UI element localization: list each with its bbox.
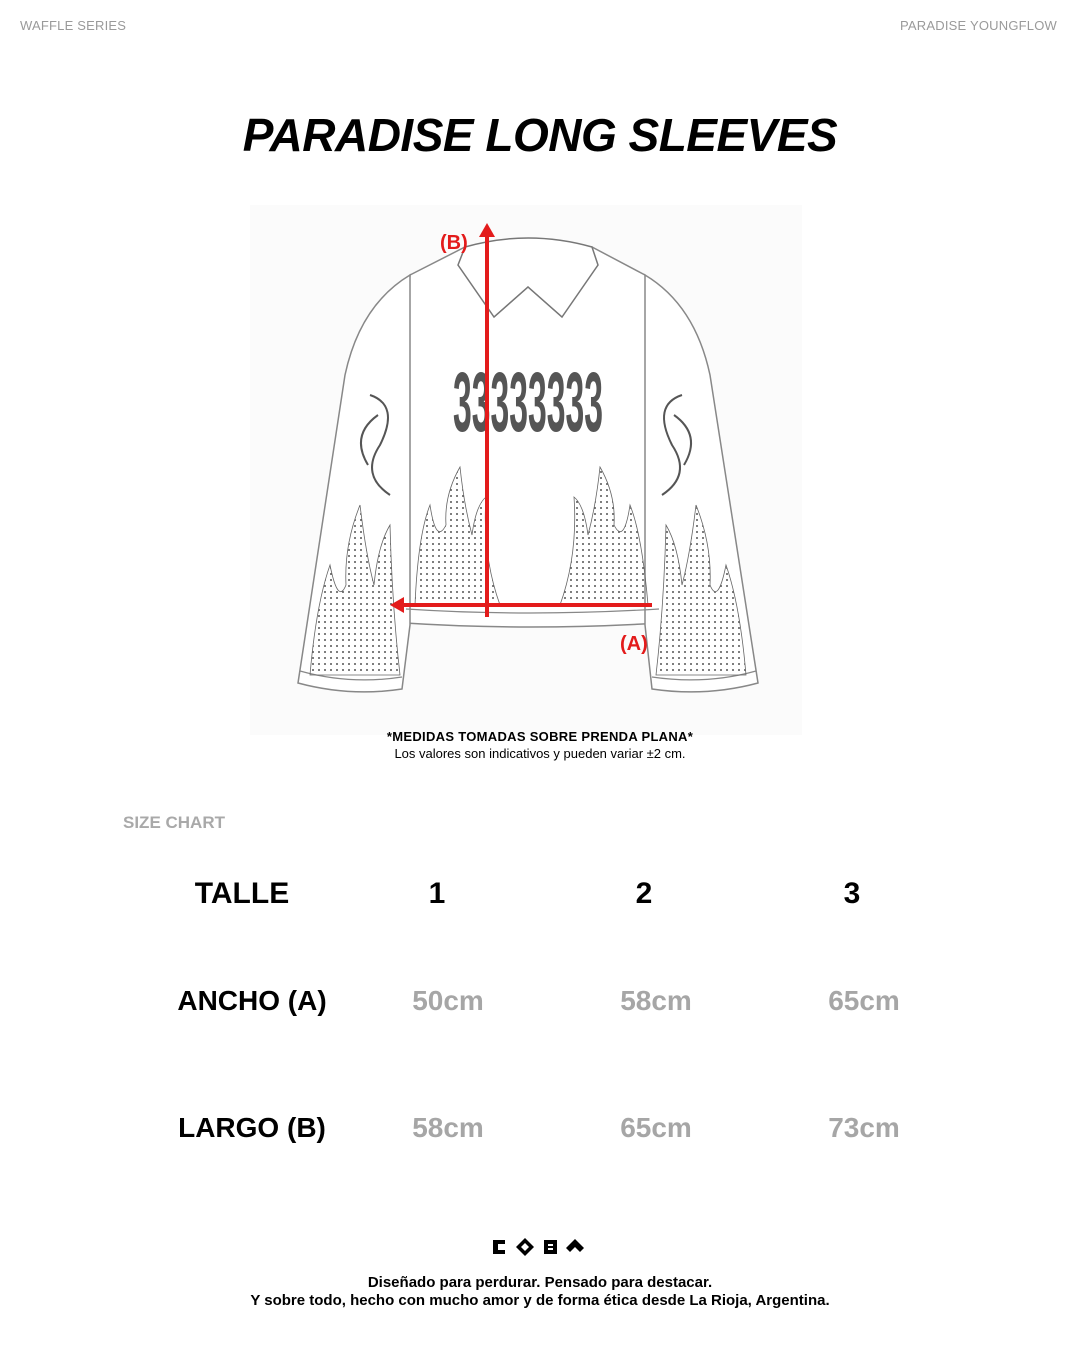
row-label-largo: LARGO (B): [178, 1112, 326, 1143]
footer-tagline: Diseñado para perdurar. Pensado para destacar.: [367, 1274, 713, 1291]
row-label-ancho: ANCHO (A): [177, 985, 327, 1016]
chest-print-number: 33333333: [453, 355, 603, 449]
table-header-talle: TALLE: [194, 877, 290, 910]
table-cell: 65cm: [828, 985, 900, 1016]
measure-b-label: (B): [440, 232, 468, 254]
table-header-size: 1: [428, 877, 446, 910]
measure-note: *MEDIDAS TOMADAS SOBRE PRENDA PLANA*: [386, 729, 694, 744]
brand-logo-icon: [490, 1236, 590, 1258]
series-label: WAFFLE SERIES: [20, 18, 127, 33]
garment-illustration: [250, 205, 802, 735]
table-cell: 50cm: [412, 985, 484, 1016]
measure-disclaimer: Los valores son indicativos y pueden variar ±2 cm.: [394, 746, 686, 761]
table-header-size: 2: [635, 877, 653, 910]
table-cell: 73cm: [828, 1112, 900, 1143]
table-cell: 58cm: [620, 985, 692, 1016]
table-cell: 65cm: [620, 1112, 692, 1143]
page-title: PARADISE LONG SLEEVES: [242, 109, 838, 161]
table-cell: 58cm: [412, 1112, 484, 1143]
footer-origin: Y sobre todo, hecho con mucho amor y de forma ética desde La Rioja, Argentina.: [250, 1292, 830, 1309]
size-chart-label: SIZE CHART: [123, 813, 225, 832]
brand-label: PARADISE YOUNGFLOW: [900, 18, 1057, 33]
table-header-size: 3: [843, 877, 861, 910]
measure-a-label: (A): [620, 633, 648, 655]
